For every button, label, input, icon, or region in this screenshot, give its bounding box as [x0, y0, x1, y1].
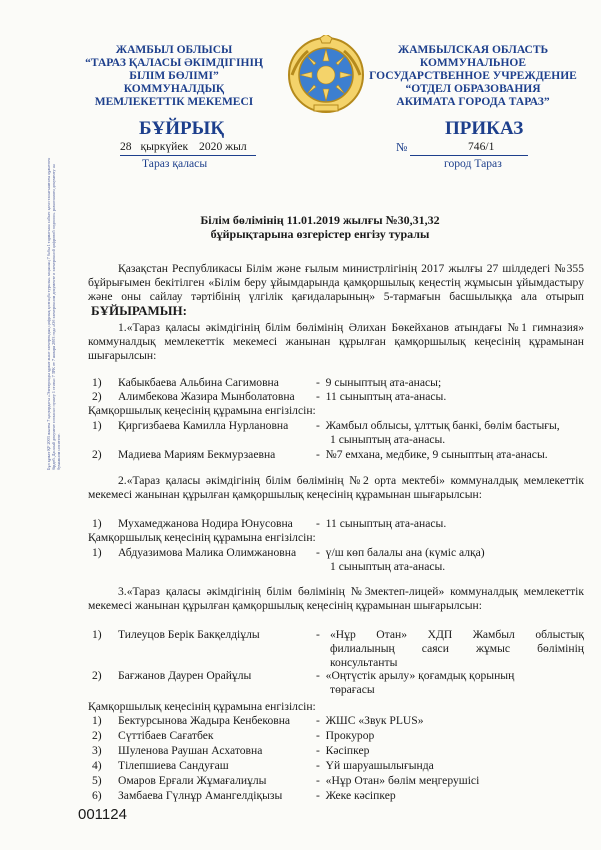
list-item: 1): [92, 419, 102, 432]
member-name: Мухамеджанова Нодира Юнусовна: [118, 517, 293, 530]
date-underline: [120, 155, 256, 156]
header-right-line: “ОТДЕЛ ОБРАЗОВАНИЯ: [405, 83, 541, 95]
member-role-cont: 1 сыныптың ата-анасы.: [330, 433, 446, 446]
order-title-ru: ПРИКАЗ: [445, 118, 524, 139]
list-item: 1): [92, 714, 102, 727]
list-item: 6): [92, 789, 102, 802]
intro-paragraph: [88, 262, 584, 319]
role-line: «Нұр Отан» ХДП Жамбыл облыстық: [330, 628, 584, 641]
member-role: - №7 емхана, медбике, 9 сыныптың ата-анасы.: [316, 448, 548, 461]
date-day: 28: [120, 140, 132, 153]
state-emblem: [286, 35, 366, 115]
header-right-line: ГОСУДАРСТВЕННОЕ УЧРЕЖДЕНИЕ: [369, 70, 577, 82]
date-month: қыркүйек: [140, 140, 189, 153]
role-line: филиалының саяси жұмыс бөлімінің: [330, 642, 584, 655]
add-heading: Қамқоршылық кеңесінің құрамына енгізілсін:: [88, 700, 316, 713]
section-1-heading: 1.«Тараз қаласы әкімдігінің білім бөлімінің Әлихан Бөкейханов атындағы №1 гимназия» коммуналдық мемлекеттік мекемесі жанынан құрылған қамқоршылық кеңесінің құрамынан шығарылсын:: [88, 321, 584, 362]
list-item: 2): [92, 448, 102, 461]
header-left-line: ЖАМБЫЛ ОБЛЫСЫ: [115, 44, 233, 56]
list-item: 4): [92, 759, 102, 772]
header-left-line: КОММУНАЛДЫҚ: [123, 83, 225, 95]
member-role: - Кәсіпкер: [316, 744, 370, 757]
member-name: Мадиева Мариям Бекмурзаевна: [118, 448, 276, 461]
order-number-label: №: [396, 140, 408, 154]
order-number: 746/1: [468, 140, 495, 153]
member-name: Замбаева Гүлнұр Амангелдіқызы: [118, 789, 283, 802]
list-item: 1): [92, 628, 102, 641]
member-role: - 9 сыныптың ата-анасы;: [316, 376, 442, 389]
member-role: - Жамбыл облысы, ұлттық банкі, бөлім бастығы,: [316, 419, 560, 432]
member-name: Бектурсынова Жадыра Кенбековна: [118, 714, 291, 727]
header-left-line: БІЛІМ БӨЛІМІ”: [129, 70, 219, 82]
member-role: - ү/ш көп балалы ана (күміс алқа): [316, 546, 485, 559]
member-role: - Жеке кәсіпкер: [316, 789, 396, 802]
member-role: - Прокурор: [316, 729, 375, 742]
section-2-heading: 2.«Тараз қаласы әкімдігінің білім бөлімінің №2 орта мектебі» коммуналдық мемлекеттік мекемесі жанынан құрылған қамқоршылық кеңесінің құрамынан шығарылсын:: [88, 474, 584, 501]
section-3-heading: 3.«Тараз қаласы әкімдігінің білім бөлімінің №3мектеп-лицей» коммуналдық мемлекеттік мекемесі жанынан құрылған қамқоршылық кеңесінің құрамынан шығарылсын:: [88, 585, 584, 612]
list-item: 1): [92, 376, 102, 389]
member-name: Бағжанов Даурен Орайұлы: [118, 669, 252, 682]
header-left: [74, 44, 274, 109]
member-name: Абдуазимова Малика Олимжановна: [118, 546, 297, 559]
list-item: 1): [92, 546, 102, 559]
side-e-document-note: Бұл құжат ҚР 2003 жылғы 7 қаңтардағы «Электронды құжат және электрондық цифрлық қолтаңба туралы» заңының 7 бабы 1 тармағына сәйкес қағаз тасығыштағы құжатпен бірдей. Данный документ согласно пункту 1 статьи 7 ЗРК от 7 января 2003 года «Об электронном документе и электронной цифровой подписи» равнозначен документу на бумажном носителе.: [46, 157, 61, 470]
intro-text: Қазақстан Республикасы Білім және ғылым министрлігінің 2017 жылғы 27 шілдедегі №355 бұйрығымен бекітілген «Білім беру ұйымдарында қамқоршылық кеңестің жұмысын ұйымдастыру және оны сайлау тәртібінің үлгілік қағидаларының» 5-тармағын басшылыққа ала отырып: [88, 262, 584, 303]
header-left-line: “ТАРАЗ ҚАЛАСЫ ӘКІМДІГІНІҢ: [85, 57, 263, 69]
member-name: Тілепшиева Сандуғаш: [118, 759, 229, 772]
city-ru: город Тараз: [444, 157, 502, 170]
member-name: Тилеуцов Берік Бакқелдіұлы: [118, 628, 260, 641]
member-role: -: [316, 628, 320, 641]
header-left-line: МЕМЛЕКЕТТІК МЕКЕМЕСІ: [94, 96, 254, 108]
subject-line: бұйрықтарына өзгерістер енгізу туралы: [210, 227, 430, 241]
member-name: Кабыкбаева Альбина Сагимовна: [118, 376, 279, 389]
header-right: [368, 44, 578, 109]
number-underline: [410, 155, 528, 156]
list-item: 5): [92, 774, 102, 787]
member-role: - 11 сыныптың ата-анасы.: [316, 517, 447, 530]
list-item: 2): [92, 669, 102, 682]
order-word: БҰЙЫРАМЫН:: [91, 303, 188, 318]
role-line: консультанты: [330, 656, 398, 669]
member-role: - «Оңтүстік арылу» қоғамдық қорының: [316, 669, 515, 682]
member-name: Омаров Ерғали Жұмағалиұлы: [118, 774, 267, 787]
list-item: 2): [92, 390, 102, 403]
add-heading: Қамқоршылық кеңесінің құрамына енгізілсін:: [88, 404, 316, 417]
add-heading: Қамқоршылық кеңесінің құрамына енгізілсін:: [88, 531, 316, 544]
member-role: - 11 сыныптың ата-анасы.: [316, 390, 447, 403]
member-role-block: [330, 628, 584, 656]
member-role: - ЖШС «Звук PLUS»: [316, 714, 424, 727]
member-name: Шуленова Раушан Асхатовна: [118, 744, 263, 757]
member-role-cont: 1 сыныптың ата-анасы.: [330, 560, 446, 573]
list-item: 3): [92, 744, 102, 757]
header-right-line: КОММУНАЛЬНОЕ: [419, 57, 527, 69]
order-title-kz: БҰЙРЫҚ: [139, 118, 225, 139]
member-name: Алимбекова Жазира Мынболатовна: [118, 390, 295, 403]
city-kz: Тараз қаласы: [142, 157, 208, 170]
date-year: 2020 жыл: [199, 140, 247, 153]
list-item: 2): [92, 729, 102, 742]
member-name: Қиргизбаева Камилла Нурлановна: [118, 419, 289, 432]
member-name: Сүттібаев Сағатбек: [118, 729, 214, 742]
member-role: - «Нұр Отан» бөлім меңгерушісі: [316, 774, 480, 787]
header-right-line: АКИМАТА ГОРОДА ТАРАЗ”: [396, 96, 550, 108]
subject-line: Білім бөлімінің 11.01.2019 жылғы №30,31,32: [200, 213, 440, 227]
list-item: 1): [92, 517, 102, 530]
order-date: [120, 140, 270, 153]
order-subject: [160, 213, 480, 241]
member-role: - Үй шаруашылығында: [316, 759, 434, 772]
header-right-line: ЖАМБЫЛСКАЯ ОБЛАСТЬ: [397, 44, 549, 56]
page-code: 001124: [78, 806, 127, 823]
member-role-cont: төрағасы: [330, 683, 375, 696]
